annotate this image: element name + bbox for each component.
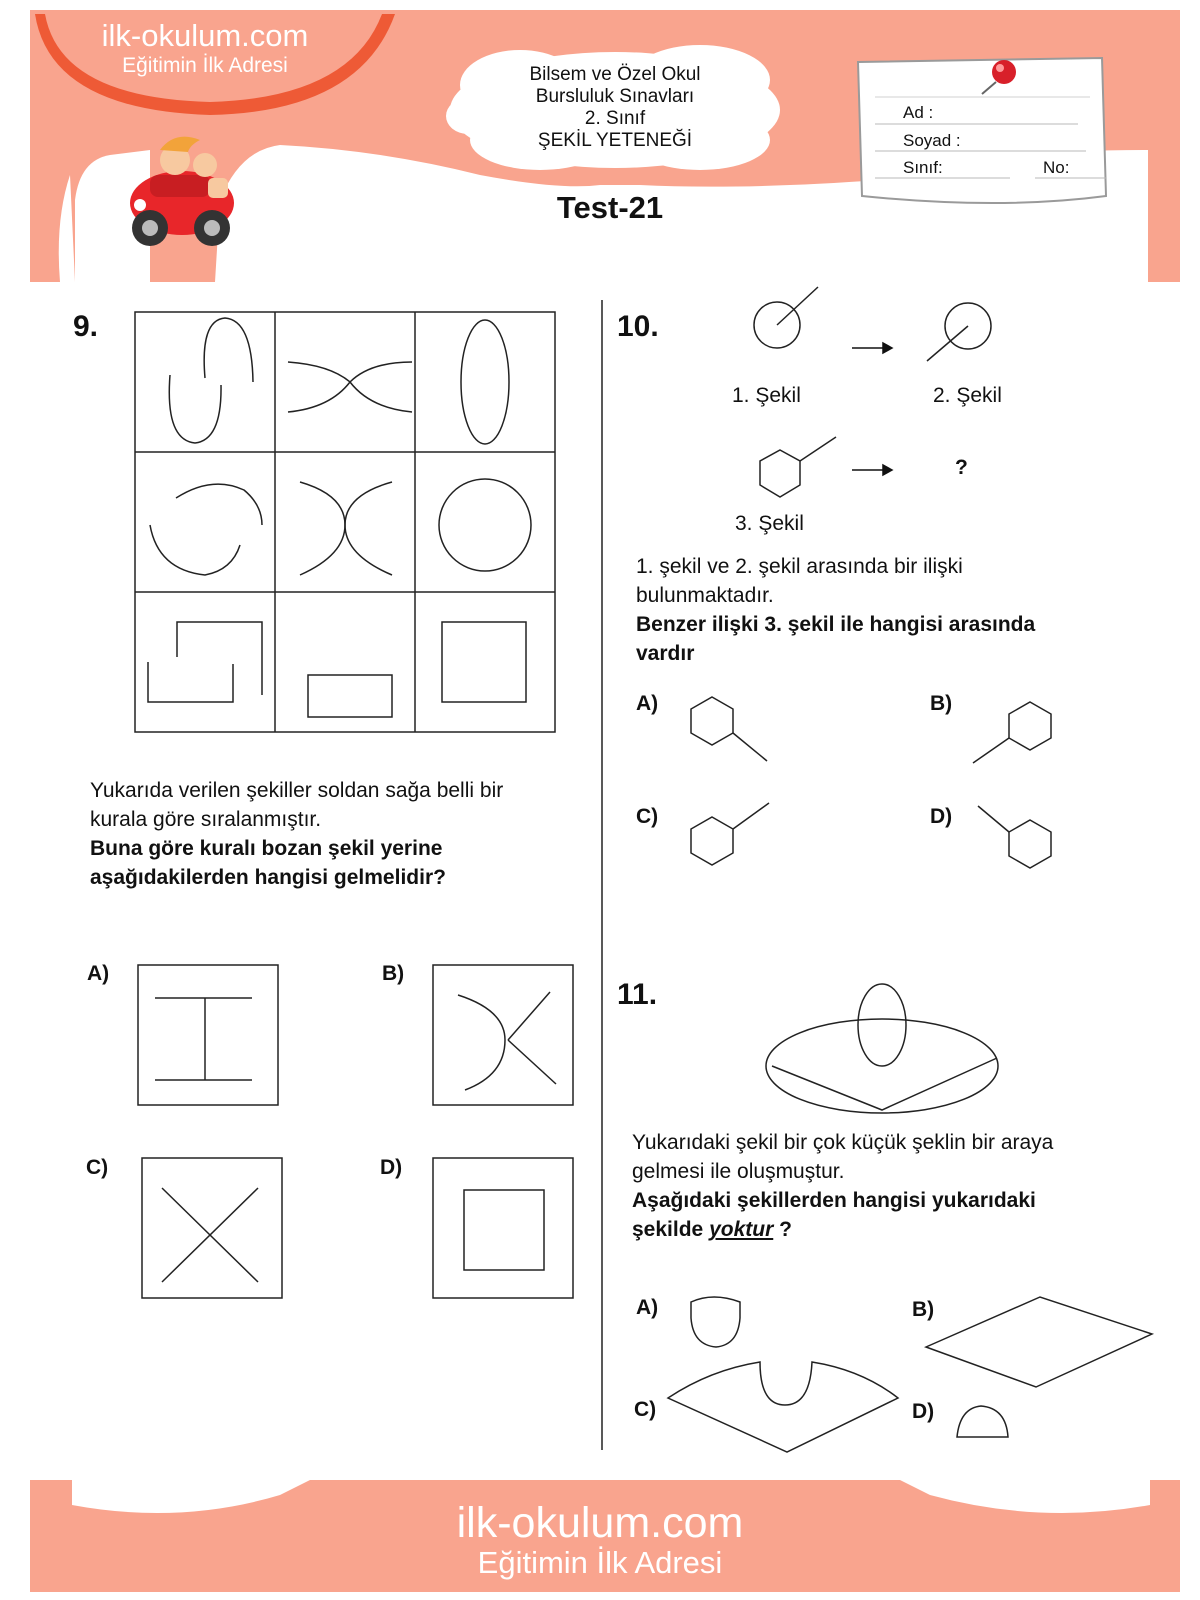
q11-text-line-2: gelmesi ile oluşmuştur.: [632, 1160, 845, 1183]
q11-number: 11.: [617, 978, 658, 1011]
q9-option-b[interactable]: B): [382, 962, 405, 985]
footer-site-name: ilk-okulum.com: [456, 1499, 744, 1547]
q9-question-line-1: Buna göre kuralı bozan şekil yerine: [90, 837, 443, 860]
q9-option-d[interactable]: D): [380, 1156, 403, 1179]
surname-label: Soyad :: [903, 131, 961, 150]
q11-option-figures: [668, 1297, 1152, 1452]
q10-number: 10.: [617, 310, 659, 343]
q10-text: [636, 552, 1156, 668]
q9-question-line-2: aşağıdakilerden hangisi gelmelidir?: [90, 866, 446, 889]
q9-text-line-1: Yukarıda verilen şekiller soldan sağa belli bir: [90, 779, 504, 802]
brand-site-name: ilk-okulum.com: [101, 18, 309, 53]
q11-question-line-2: [632, 1215, 1162, 1244]
q11-question-prefix: şekilde: [632, 1218, 704, 1241]
q10-caption-2: 2. Şekil: [933, 384, 1002, 407]
q10-option-b[interactable]: B): [930, 692, 953, 715]
student-form-card: [858, 58, 1106, 203]
q9-text: [90, 776, 590, 892]
q11-question-suffix: ?: [779, 1218, 792, 1241]
exam-line-1: Bilsem ve Özel Okul: [529, 64, 701, 85]
name-label: Ad :: [903, 103, 934, 122]
q11-option-a[interactable]: A): [636, 1296, 659, 1319]
q11-option-d[interactable]: D): [912, 1400, 935, 1423]
q9-figure-grid: [135, 312, 555, 732]
q10-unknown-mark: ?: [955, 456, 968, 479]
footer-brand[interactable]: [300, 1500, 900, 1580]
q10-option-d[interactable]: D): [930, 805, 953, 828]
q10-option-c[interactable]: C): [636, 805, 659, 828]
q11-text: [632, 1128, 1162, 1244]
q11-question-line-1: Aşağıdaki şekillerden hangisi yukarıdaki: [632, 1189, 1036, 1212]
brand-logo[interactable]: [40, 18, 370, 78]
q10-option-a[interactable]: A): [636, 692, 659, 715]
exam-line-4: ŞEKİL YETENEĞİ: [537, 130, 693, 151]
q10-caption-3: 3. Şekil: [735, 512, 804, 535]
q10-text-line-2: bulunmaktadır.: [636, 584, 774, 607]
q11-option-c[interactable]: C): [634, 1398, 657, 1421]
q10-arrows: [852, 343, 892, 475]
q9-option-figures: [138, 965, 573, 1298]
number-label: No:: [1043, 158, 1070, 177]
footer-slogan: Eğitimin İlk Adresi: [477, 1545, 723, 1580]
q11-option-b[interactable]: B): [912, 1298, 935, 1321]
q9-option-a[interactable]: A): [87, 962, 110, 985]
q10-question-line-2: vardır: [636, 642, 695, 665]
q9-number: 9.: [73, 310, 99, 343]
exam-line-3: 2. Sınıf: [584, 108, 646, 129]
q10-caption-1: 1. Şekil: [732, 384, 801, 407]
q10-text-line-1: 1. şekil ve 2. şekil arasında bir ilişki: [636, 555, 963, 578]
q9-text-line-2: kurala göre sıralanmıştır.: [90, 808, 322, 831]
class-label: Sınıf:: [903, 158, 943, 177]
q11-question-emphasis: yoktur: [709, 1218, 774, 1241]
q11-composite-figure: [766, 984, 998, 1113]
q10-question-line-1: Benzer ilişki 3. şekil ile hangisi arasında: [636, 613, 1036, 636]
exam-info: [490, 64, 740, 152]
test-title: Test-21: [556, 190, 664, 225]
q11-text-line-1: Yukarıdaki şekil bir çok küçük şeklin bir araya: [632, 1131, 1054, 1154]
q9-option-c[interactable]: C): [86, 1156, 109, 1179]
exam-line-2: Bursluluk Sınavları: [535, 86, 695, 107]
brand-slogan: Eğitimin İlk Adresi: [122, 54, 288, 77]
